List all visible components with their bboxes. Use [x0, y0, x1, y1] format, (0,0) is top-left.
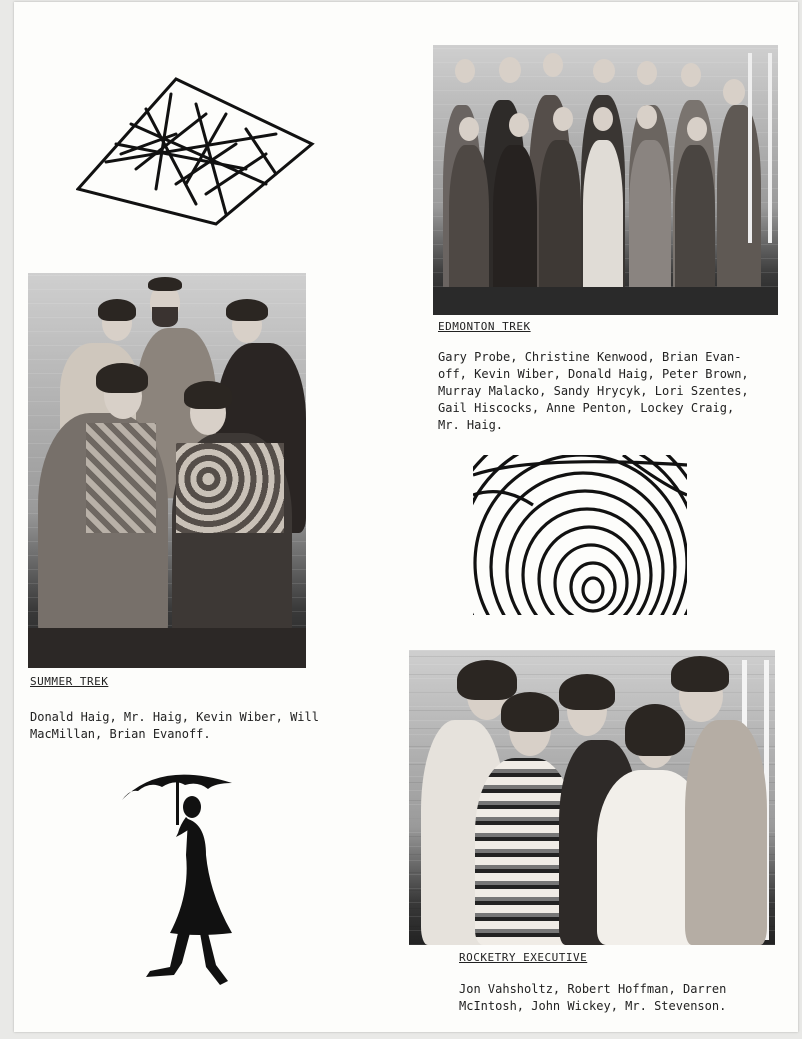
rocketry-executive-title: ROCKETRY EXECUTIVE: [459, 951, 588, 964]
hatched-rhombus-drawing: [76, 74, 316, 234]
rocketry-executive-names: Jon Vahsholtz, Robert Hoffman, Darren McIntosh, John Wickey, Mr. Stevenson.: [459, 982, 727, 1013]
edmonton-trek-title: EDMONTON TREK: [438, 320, 531, 333]
summer-trek-names: Donald Haig, Mr. Haig, Kevin Wiber, Will MacMillan, Brian Evanoff.: [30, 710, 319, 741]
edmonton-trek-photo: [433, 45, 778, 315]
summer-trek-photo: [28, 273, 306, 668]
fingerprint-drawing: [473, 455, 687, 615]
rocketry-executive-photo: [409, 650, 775, 945]
summer-trek-title: SUMMER TREK: [30, 675, 109, 688]
edmonton-trek-names: Gary Probe, Christine Kenwood, Brian Evan- off, Kevin Wiber, Donald Haig, Peter Brown, Murray Malacko, Sandy Hrycyk, Lori Szentes, Gail Hiscocks, Anne Penton, Lockey Craig, Mr. Haig.: [438, 350, 749, 432]
woman-with-umbrella-silhouette: [120, 765, 240, 990]
